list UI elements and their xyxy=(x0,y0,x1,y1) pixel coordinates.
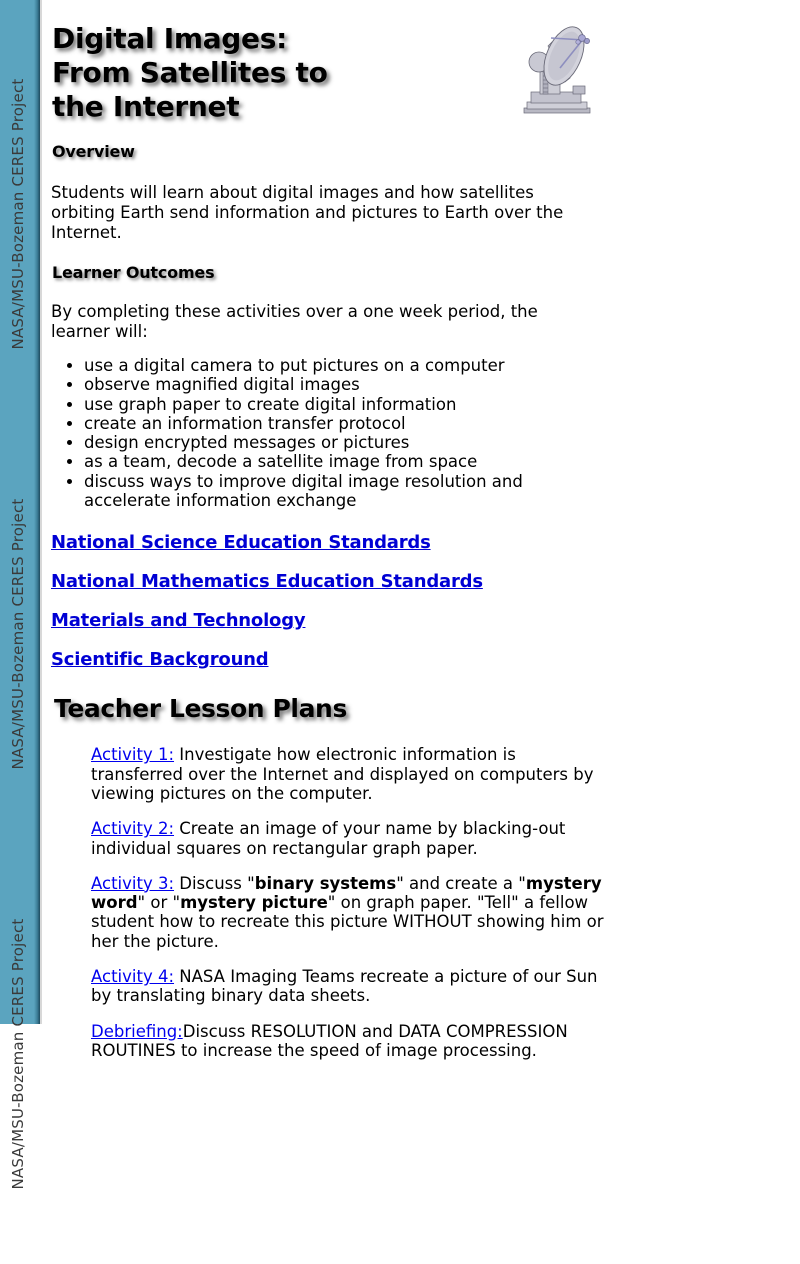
debriefing-link[interactable]: Debriefing: xyxy=(91,1021,183,1041)
list-item: • use a digital camera to put pictures on a computer xyxy=(84,356,604,375)
satellite-dish-icon xyxy=(518,16,598,126)
sidebar-edge-highlight xyxy=(40,0,42,1024)
overview-text: Students will learn about digital images and how satellites orbiting Earth send information and pictures to Earth over the Internet. xyxy=(51,183,564,242)
activity-3-text-part-1: Discuss " xyxy=(174,873,255,893)
list-item: • use graph paper to create digital information xyxy=(84,395,604,414)
list-item: • discuss ways to improve digital image resolution and accelerate information exchange xyxy=(84,472,604,511)
learner-outcomes-list xyxy=(46,356,604,510)
sidebar-branding-strip xyxy=(0,0,42,1190)
activity-3-bold-mystery-picture: mystery picture xyxy=(180,893,328,913)
learner-outcomes-intro: By completing these activities over a one week period, the learner will: xyxy=(51,302,538,341)
page-title-line-1: Digital Images: xyxy=(52,22,287,55)
activity-3-block xyxy=(46,874,611,951)
page-content xyxy=(42,0,800,1060)
activity-2-text: Create an image of your name by blacking-out individual squares on rectangular graph paper. xyxy=(91,819,566,858)
standards-link-row xyxy=(46,532,646,553)
page-header xyxy=(46,0,646,142)
activity-3-bold-binary-systems: binary systems xyxy=(254,873,397,893)
standards-link-row xyxy=(46,649,646,670)
list-item: • observe magnified digital images xyxy=(84,375,604,394)
sidebar-label-3: NASA/MSU-Bozeman CERES Project xyxy=(9,918,27,1190)
list-item: • create an information transfer protocol xyxy=(84,414,604,433)
national-mathematics-education-standards-link[interactable]: National Mathematics Education Standards xyxy=(51,571,483,593)
activity-1-text: Investigate how electronic information is transferred over the Internet and displayed on computers by viewing pictures on the computer. xyxy=(91,745,594,803)
activity-4-block xyxy=(46,967,611,1006)
activity-1-link[interactable]: Activity 1: xyxy=(91,745,175,765)
activity-3-text-part-3: " or " xyxy=(137,893,181,913)
scientific-background-link[interactable]: Scientific Background xyxy=(51,649,269,671)
list-item: • as a team, decode a satellite image from space xyxy=(84,452,604,471)
learner-outcomes-heading: Learner Outcomes xyxy=(52,263,215,282)
sidebar-label-2: NASA/MSU-Bozeman CERES Project xyxy=(9,498,27,770)
activity-3-text-part-2: " and create a " xyxy=(396,873,526,893)
activity-1-block xyxy=(46,745,611,803)
activity-4-link[interactable]: Activity 4: xyxy=(91,967,175,987)
activity-2-block xyxy=(46,819,611,858)
standards-link-row xyxy=(46,610,646,631)
activity-3-link[interactable]: Activity 3: xyxy=(91,873,175,893)
standards-link-row xyxy=(46,571,646,592)
debriefing-text: Discuss RESOLUTION and DATA COMPRESSION ROUTINES to increase the speed of image processing. xyxy=(91,1021,568,1060)
teacher-lesson-plans-heading: Teacher Lesson Plans xyxy=(54,694,347,724)
materials-and-technology-link[interactable]: Materials and Technology xyxy=(51,610,306,632)
activity-2-link[interactable]: Activity 2: xyxy=(91,819,175,839)
national-science-education-standards-link[interactable]: National Science Education Standards xyxy=(51,532,431,554)
overview-heading: Overview xyxy=(52,142,135,161)
page-title xyxy=(46,22,452,124)
page-title-line-2: From Satellites to xyxy=(52,56,328,89)
sidebar-label-1: NASA/MSU-Bozeman CERES Project xyxy=(9,78,27,350)
list-item: • design encrypted messages or pictures xyxy=(84,433,604,452)
activity-3-text-part-4: " on graph paper. "Tell" a fellow student how to recreate this picture WITHOUT showing him or her the picture. xyxy=(91,893,604,951)
activity-4-text: NASA Imaging Teams recreate a picture of our Sun by translating binary data sheets. xyxy=(91,967,598,1006)
page-title-line-3: the Internet xyxy=(52,90,240,123)
activity-3-bold-mystery-word: mystery word xyxy=(91,873,602,913)
debriefing-block xyxy=(46,1022,611,1061)
